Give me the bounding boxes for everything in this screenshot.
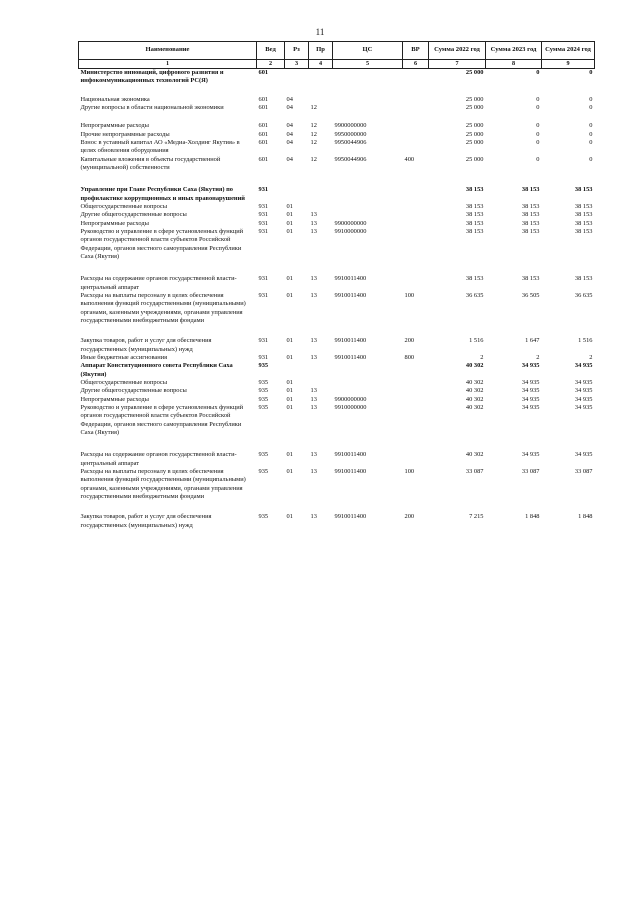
budget-table xyxy=(78,41,595,530)
row-cs: 9910011400 xyxy=(334,337,367,345)
header-rz: Рз xyxy=(285,42,309,60)
row-cs xyxy=(333,379,403,387)
column-number-row xyxy=(79,60,595,69)
row-sum-2023: 38 153 xyxy=(521,275,540,283)
table-header xyxy=(79,42,595,69)
row-sum-2024: 0 xyxy=(589,122,593,130)
row-ved: 931 xyxy=(258,203,269,210)
row-ved: 601 xyxy=(258,155,269,163)
row-cs: 9910000000 xyxy=(334,403,367,411)
row-cs xyxy=(333,387,403,395)
row-ved: 601 xyxy=(258,122,269,130)
row-sum-2022: 2 xyxy=(480,353,484,361)
row-sum-2022: 33 087 xyxy=(465,467,484,475)
row-ved: 935 xyxy=(258,378,269,386)
row-ved: 931 xyxy=(258,211,269,219)
row-sum-2024: 36 635 xyxy=(574,291,593,299)
row-rz xyxy=(285,362,309,379)
row-sum-2024: 0 xyxy=(589,130,593,138)
row-rz: 04 xyxy=(286,122,293,130)
row-vr: 400 xyxy=(404,155,415,163)
row-sum-2024: 34 935 xyxy=(574,395,593,403)
spacer-cell xyxy=(79,86,595,96)
row-sum-2023: 34 935 xyxy=(521,395,540,403)
row-sum-2024: 34 935 xyxy=(574,387,593,395)
row-rz: 01 xyxy=(286,211,293,219)
row-name: Руководство и управление в сфере установленных функций органов государственной власти субъектов Российской Федерации, органов местного самоуправления Республики Саха (Якутия) xyxy=(80,403,244,436)
header-pr: Пр xyxy=(309,42,333,60)
row-ved: 935 xyxy=(258,467,269,475)
row-ved: 931 xyxy=(258,275,269,283)
row-cs xyxy=(333,186,403,203)
row-sum-2022: 40 302 xyxy=(465,451,484,459)
row-vr xyxy=(403,211,429,219)
row-spacer xyxy=(79,112,595,122)
row-sum-2022: 38 153 xyxy=(465,275,484,283)
row-sum-2023: 38 153 xyxy=(521,203,540,210)
row-name: Капитальные вложения в объекты государственной (муниципальной) собственности xyxy=(80,155,221,172)
row-rz xyxy=(285,69,309,86)
row-name: Расходы на содержание органов государственной власти- центральный аппарат xyxy=(80,451,237,467)
row-ved: 601 xyxy=(258,95,269,103)
row-sum-2024: 34 935 xyxy=(574,362,593,370)
row-rz: 01 xyxy=(286,387,293,395)
row-name: Расходы на выплаты персоналу в целях обеспечения выполнения функций государственными (муниципальными) органами, казенными учреждениями, органами управления государственными внебюджетными фондами xyxy=(80,291,246,324)
row-pr: 13 xyxy=(310,467,317,475)
row-sum-2023: 1 647 xyxy=(525,337,540,345)
row-cs: 9950000000 xyxy=(334,130,367,138)
table-row xyxy=(79,396,595,404)
row-vr: 200 xyxy=(404,513,415,521)
row-name: Расходы на выплаты персоналу в целях обеспечения выполнения функций государственными (муниципальными) органами, казенными учреждениями, органами управления государственными внебюджетными фондами xyxy=(80,467,246,500)
row-vr: 100 xyxy=(404,291,415,299)
row-sum-2023: 0 xyxy=(486,69,542,86)
row-vr xyxy=(403,139,429,156)
row-cs xyxy=(333,211,403,219)
column-number: 6 xyxy=(403,60,429,69)
row-pr: 13 xyxy=(310,513,317,521)
header-sum-2022: Сумма 2022 год xyxy=(429,42,486,60)
row-sum-2022: 25 000 xyxy=(465,130,484,138)
row-sum-2023: 38 153 xyxy=(521,227,540,235)
row-spacer xyxy=(79,261,595,275)
header-ved: Вед xyxy=(257,42,285,60)
row-sum-2024: 34 935 xyxy=(574,451,593,459)
row-sum-2023: 38 153 xyxy=(521,219,540,227)
row-spacer xyxy=(79,325,595,337)
row-ved: 601 xyxy=(257,69,285,86)
row-name: Непрограммные расходы xyxy=(80,395,149,403)
row-sum-2023: 0 xyxy=(536,139,540,147)
row-sum-2023: 34 935 xyxy=(521,403,540,411)
row-name: Другие общегосударственные вопросы xyxy=(80,387,187,395)
row-vr xyxy=(403,104,429,112)
row-pr xyxy=(309,96,333,104)
row-rz: 04 xyxy=(286,130,293,138)
row-name: Непрограммные расходы xyxy=(80,219,149,227)
column-number: 8 xyxy=(486,60,542,69)
row-sum-2022: 38 153 xyxy=(465,186,484,194)
row-ved: 931 xyxy=(258,219,269,227)
row-ved: 601 xyxy=(258,139,269,147)
row-sum-2023: 0 xyxy=(536,122,540,130)
row-cs: 9910011400 xyxy=(334,513,367,521)
row-sum-2024: 0 xyxy=(542,69,595,86)
table-row xyxy=(79,451,595,468)
row-vr xyxy=(403,122,429,130)
header-sum-2023: Сумма 2023 год xyxy=(486,42,542,60)
table-row xyxy=(79,203,595,211)
row-sum-2022: 25 000 xyxy=(465,122,484,130)
row-rz: 04 xyxy=(286,155,293,163)
row-ved: 931 xyxy=(258,186,269,194)
row-sum-2022: 40 302 xyxy=(465,362,484,370)
row-pr: 13 xyxy=(310,219,317,227)
row-cs xyxy=(333,203,403,211)
row-pr: 13 xyxy=(310,227,317,235)
header-sum-2024: Сумма 2024 год xyxy=(542,42,595,60)
row-sum-2024: 0 xyxy=(589,104,593,112)
row-sum-2024: 38 153 xyxy=(574,275,593,283)
row-rz: 01 xyxy=(286,513,293,521)
row-sum-2023: 0 xyxy=(536,155,540,163)
row-pr: 12 xyxy=(310,104,317,112)
row-rz: 01 xyxy=(286,219,293,227)
row-sum-2024: 33 087 xyxy=(574,467,593,475)
row-pr: 12 xyxy=(310,130,317,138)
row-sum-2022: 36 635 xyxy=(465,291,484,299)
row-rz: 01 xyxy=(286,403,293,411)
row-sum-2024: 0 xyxy=(589,95,593,103)
row-cs xyxy=(333,69,403,86)
table-row xyxy=(79,513,595,530)
row-sum-2024: 1 516 xyxy=(578,337,593,345)
row-cs: 9950044906 xyxy=(334,155,367,163)
row-sum-2022: 1 516 xyxy=(469,337,484,345)
row-sum-2023: 0 xyxy=(536,104,540,112)
row-rz: 01 xyxy=(286,395,293,403)
table-body xyxy=(79,69,595,530)
row-rz: 01 xyxy=(286,467,293,475)
table-row xyxy=(79,468,595,501)
row-pr: 13 xyxy=(310,211,317,219)
row-sum-2023: 34 935 xyxy=(521,362,540,370)
row-pr: 13 xyxy=(310,353,317,361)
row-name: Общегосударственные вопросы xyxy=(80,203,168,210)
row-name: Управление при Главе Республики Саха (Якутия) по профилактике коррупционных и иных правонарушений xyxy=(80,186,245,202)
table-row xyxy=(79,362,595,379)
row-sum-2022: 25 000 xyxy=(465,104,484,112)
row-sum-2022: 38 153 xyxy=(465,219,484,227)
row-sum-2023: 0 xyxy=(536,95,540,103)
row-sum-2023: 1 848 xyxy=(525,513,540,521)
row-name: Прочие непрограммные расходы xyxy=(80,130,170,138)
row-sum-2023: 36 505 xyxy=(521,291,540,299)
row-sum-2022: 40 302 xyxy=(465,395,484,403)
table-row xyxy=(79,186,595,203)
table-row xyxy=(79,69,595,86)
row-sum-2023: 34 935 xyxy=(521,387,540,395)
row-sum-2022: 25 000 xyxy=(465,139,484,147)
row-cs: 9910011400 xyxy=(334,353,367,361)
row-sum-2023: 34 935 xyxy=(521,451,540,459)
row-pr xyxy=(309,379,333,387)
row-sum-2022: 38 153 xyxy=(465,211,484,219)
row-spacer xyxy=(79,172,595,186)
row-pr: 13 xyxy=(310,337,317,345)
table-row xyxy=(79,228,595,261)
row-sum-2022: 25 000 xyxy=(465,95,484,103)
table-row xyxy=(79,404,595,437)
row-pr: 13 xyxy=(310,291,317,299)
column-number: 7 xyxy=(429,60,486,69)
spacer-cell xyxy=(79,112,595,122)
row-pr xyxy=(309,203,333,211)
row-sum-2023: 0 xyxy=(536,130,540,138)
row-vr xyxy=(403,203,429,211)
column-number: 2 xyxy=(257,60,285,69)
row-sum-2024: 38 153 xyxy=(574,211,593,219)
row-cs: 9910011400 xyxy=(334,291,367,299)
row-cs xyxy=(333,96,403,104)
row-rz: 04 xyxy=(286,139,293,147)
table-row xyxy=(79,379,595,387)
row-cs: 9910011400 xyxy=(334,451,367,459)
row-cs: 9900000000 xyxy=(334,122,367,130)
row-pr: 12 xyxy=(310,122,317,130)
spacer-cell xyxy=(79,172,595,186)
row-sum-2023: 34 935 xyxy=(521,378,540,386)
row-vr xyxy=(403,186,429,203)
row-sum-2023: 38 153 xyxy=(521,186,540,194)
row-sum-2024: 34 935 xyxy=(574,378,593,386)
column-number: 9 xyxy=(542,60,595,69)
spacer-cell xyxy=(79,437,595,451)
row-sum-2022: 25 000 xyxy=(465,155,484,163)
row-ved: 931 xyxy=(258,227,269,235)
row-rz: 01 xyxy=(286,227,293,235)
row-rz: 04 xyxy=(286,95,293,103)
row-name: Национальная экономика xyxy=(80,95,150,103)
row-ved: 935 xyxy=(258,387,269,395)
row-sum-2022: 38 153 xyxy=(465,227,484,235)
row-name: Общегосударственные вопросы xyxy=(80,378,168,386)
row-pr: 13 xyxy=(310,275,317,283)
row-pr: 13 xyxy=(310,403,317,411)
row-sum-2022: 7 215 xyxy=(469,513,484,521)
row-vr xyxy=(403,379,429,387)
row-pr: 12 xyxy=(310,155,317,163)
row-sum-2023: 2 xyxy=(536,353,540,361)
row-sum-2024: 38 153 xyxy=(574,203,593,210)
row-sum-2023: 33 087 xyxy=(521,467,540,475)
row-sum-2024: 0 xyxy=(589,139,593,147)
row-ved: 935 xyxy=(258,451,269,459)
table-row xyxy=(79,292,595,325)
row-ved: 601 xyxy=(258,104,269,112)
row-vr xyxy=(403,451,429,468)
row-vr xyxy=(403,387,429,395)
row-sum-2024: 38 153 xyxy=(574,219,593,227)
header-name: Наименование xyxy=(79,42,257,60)
row-cs: 9910000000 xyxy=(334,227,367,235)
row-sum-2022: 40 302 xyxy=(465,403,484,411)
table-row xyxy=(79,211,595,219)
row-sum-2024: 34 935 xyxy=(574,403,593,411)
row-name: Непрограммные расходы xyxy=(80,122,149,130)
row-pr: 13 xyxy=(310,451,317,459)
row-sum-2022: 38 153 xyxy=(465,203,484,210)
row-vr xyxy=(403,228,429,261)
row-ved: 935 xyxy=(258,395,269,403)
row-rz: 01 xyxy=(286,291,293,299)
row-pr: 13 xyxy=(310,387,317,395)
row-ved: 601 xyxy=(258,130,269,138)
row-vr xyxy=(403,362,429,379)
row-name: Министерство инноваций, цифрового развития и инфокоммуникационных технологий РС(Я) xyxy=(79,69,257,86)
table-row xyxy=(79,337,595,354)
table-row xyxy=(79,387,595,395)
row-sum-2023: 38 153 xyxy=(521,211,540,219)
row-pr: 12 xyxy=(310,139,317,147)
row-sum-2024: 38 153 xyxy=(574,186,593,194)
row-sum-2024: 2 xyxy=(589,353,593,361)
row-rz: 01 xyxy=(286,451,293,459)
row-cs: 9910011400 xyxy=(334,275,367,283)
row-name: Другие общегосударственные вопросы xyxy=(80,211,187,219)
row-name: Взнос в уставный капитал АО «Медиа-Холдинг Якутия» в целях обновления оборудования xyxy=(80,139,240,155)
row-vr xyxy=(403,96,429,104)
header-vr: ВР xyxy=(403,42,429,60)
row-ved: 931 xyxy=(258,337,269,345)
row-vr: 200 xyxy=(404,337,415,345)
row-name: Закупка товаров, работ и услуг для обеспечения государственных (муниципальных) нужд xyxy=(80,513,212,529)
header-cs: ЦС xyxy=(333,42,403,60)
row-pr: 13 xyxy=(310,395,317,403)
row-rz: 01 xyxy=(286,275,293,283)
row-ved: 935 xyxy=(258,362,269,370)
column-number: 3 xyxy=(285,60,309,69)
table-row xyxy=(79,131,595,139)
row-cs: 9900000000 xyxy=(334,219,367,227)
row-ved: 935 xyxy=(258,403,269,411)
table-row xyxy=(79,96,595,104)
row-sum-2024: 0 xyxy=(589,155,593,163)
column-number: 5 xyxy=(333,60,403,69)
table-row xyxy=(79,220,595,228)
row-pr xyxy=(309,69,333,86)
row-name: Иные бюджетные ассигнования xyxy=(80,353,168,361)
row-vr xyxy=(403,220,429,228)
row-spacer xyxy=(79,86,595,96)
row-vr xyxy=(403,275,429,292)
column-number: 1 xyxy=(79,60,257,69)
row-cs: 9900000000 xyxy=(334,395,367,403)
row-ved: 931 xyxy=(258,291,269,299)
row-name: Аппарат Конституционного совета Республики Саха (Якутия) xyxy=(80,362,233,378)
row-sum-2022: 40 302 xyxy=(465,387,484,395)
table-row xyxy=(79,104,595,112)
row-vr: 800 xyxy=(404,353,415,361)
column-number: 4 xyxy=(309,60,333,69)
row-sum-2022: 25 000 xyxy=(429,69,486,86)
row-name: Закупка товаров, работ и услуг для обеспечения государственных (муниципальных) нужд xyxy=(80,337,212,353)
spacer-cell xyxy=(79,501,595,513)
row-name: Руководство и управление в сфере установленных функций органов государственной власти субъектов Российской Федерации, органов местного самоуправления Республики Саха (Якутия) xyxy=(80,227,244,260)
row-cs xyxy=(333,104,403,112)
table-row xyxy=(79,122,595,130)
table-row xyxy=(79,354,595,362)
row-spacer xyxy=(79,437,595,451)
table-row xyxy=(79,156,595,173)
spacer-cell xyxy=(79,325,595,337)
row-sum-2024: 38 153 xyxy=(574,227,593,235)
row-name: Расходы на содержание органов государственной власти- центральный аппарат xyxy=(80,275,237,291)
row-vr xyxy=(403,404,429,437)
row-rz: 04 xyxy=(286,104,293,112)
row-vr: 100 xyxy=(404,467,415,475)
row-cs: 9950044906 xyxy=(334,139,367,147)
row-vr xyxy=(403,69,429,86)
row-rz xyxy=(285,186,309,203)
row-cs xyxy=(333,362,403,379)
row-vr xyxy=(403,131,429,139)
row-name: Другие вопросы в области национальной экономики xyxy=(80,104,224,112)
table-row xyxy=(79,275,595,292)
row-pr xyxy=(309,186,333,203)
row-rz: 01 xyxy=(286,203,293,210)
row-sum-2022: 40 302 xyxy=(465,378,484,386)
row-spacer xyxy=(79,501,595,513)
row-rz: 01 xyxy=(286,337,293,345)
row-rz: 01 xyxy=(286,353,293,361)
row-sum-2024: 1 848 xyxy=(578,513,593,521)
table-row xyxy=(79,139,595,156)
page-number: 11 xyxy=(315,27,325,37)
row-vr xyxy=(403,396,429,404)
row-rz: 01 xyxy=(286,378,293,386)
row-pr xyxy=(309,362,333,379)
row-ved: 935 xyxy=(258,513,269,521)
row-ved: 931 xyxy=(258,353,269,361)
spacer-cell xyxy=(79,261,595,275)
row-cs: 9910011400 xyxy=(334,467,367,475)
